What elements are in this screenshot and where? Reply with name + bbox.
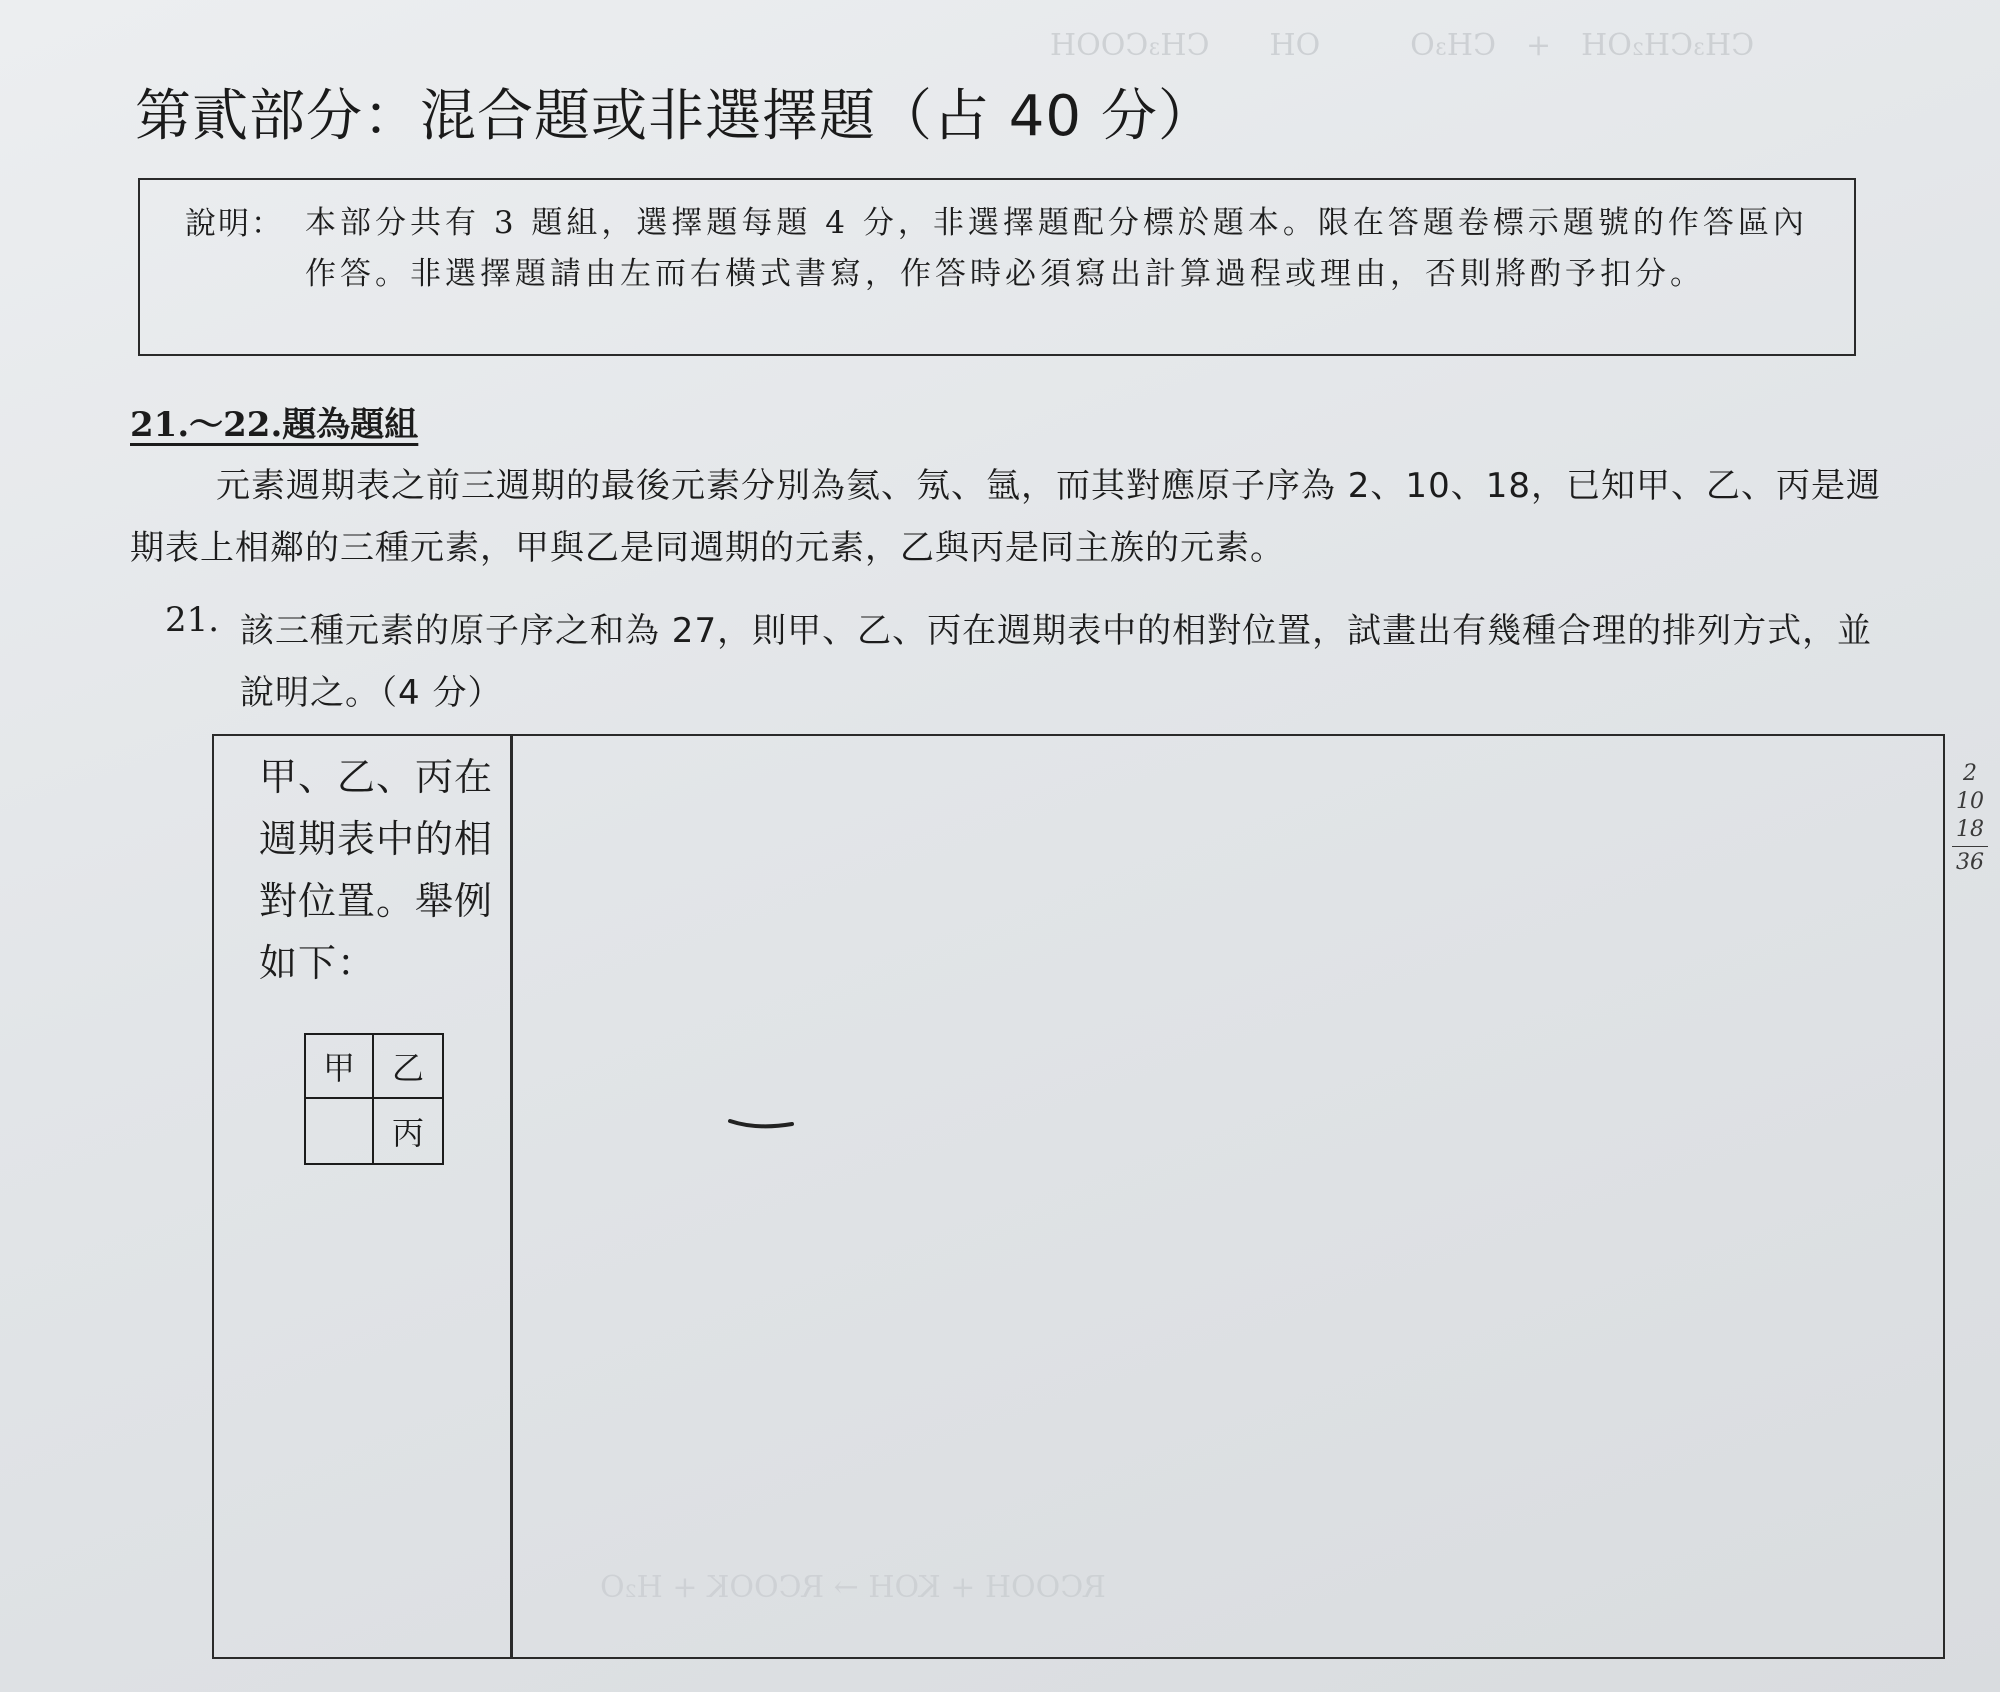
answer-hint: 甲、乙、丙在週期表中的相對位置。舉例如下： xyxy=(259,755,494,985)
grid-cell-top-right: 乙 xyxy=(374,1035,442,1099)
question-text: 該三種元素的原子序之和為 27，則甲、乙、丙在週期表中的相對位置，試畫出有幾種合理的排列方式，並說明之。（4 分） xyxy=(240,611,1873,713)
answer-divider xyxy=(510,736,513,1657)
margin-value: 18 xyxy=(1956,817,1984,842)
question-number: 21. xyxy=(165,600,220,640)
grid-cell-bottom-right: 丙 xyxy=(391,1114,424,1152)
question-group-title: 21.～22.題為題組 xyxy=(130,405,419,445)
bleed-through-text: CH₃CH₂OH + CH₃O OH CH₃COOH xyxy=(1050,28,1755,63)
section-title: 第貳部分：混合題或非選擇題（占 40 分） xyxy=(135,84,1215,149)
instructions-label: 說明： xyxy=(185,206,284,242)
pen-mark xyxy=(728,1114,794,1126)
margin-value: 10 xyxy=(1956,789,1984,814)
margin-sum: 36 xyxy=(1956,850,1984,875)
instructions-box xyxy=(138,178,1856,356)
instructions-text: 本部分共有 3 題組，選擇題每題 4 分，非選擇題配分標於題本。限在答題卷標示題號的作答區內作答。非選擇題請由左而右橫式書寫，作答時必須寫出計算過程或理由，否則將酌予扣分。 xyxy=(305,205,1808,292)
margin-calculation xyxy=(1950,760,1990,877)
bleed-through-text: RCOOH + KOH → RCOOK + H₂O xyxy=(600,1570,1106,1605)
example-grid xyxy=(304,1033,444,1165)
grid-cell-top-left: 甲 xyxy=(306,1035,374,1099)
margin-sum-rule xyxy=(1952,846,1988,847)
question-group-intro: 元素週期表之前三週期的最後元素分別為氦、氖、氬，而其對應原子序為 2、10、18，已知甲、乙、丙是週期表上相鄰的三種元素，甲與乙是同週期的元素，乙與丙是同主族的元素。 xyxy=(130,466,1881,568)
answer-box xyxy=(212,734,1945,1659)
margin-value: 2 xyxy=(1963,761,1977,786)
grid-cell-bottom-left xyxy=(306,1099,374,1163)
